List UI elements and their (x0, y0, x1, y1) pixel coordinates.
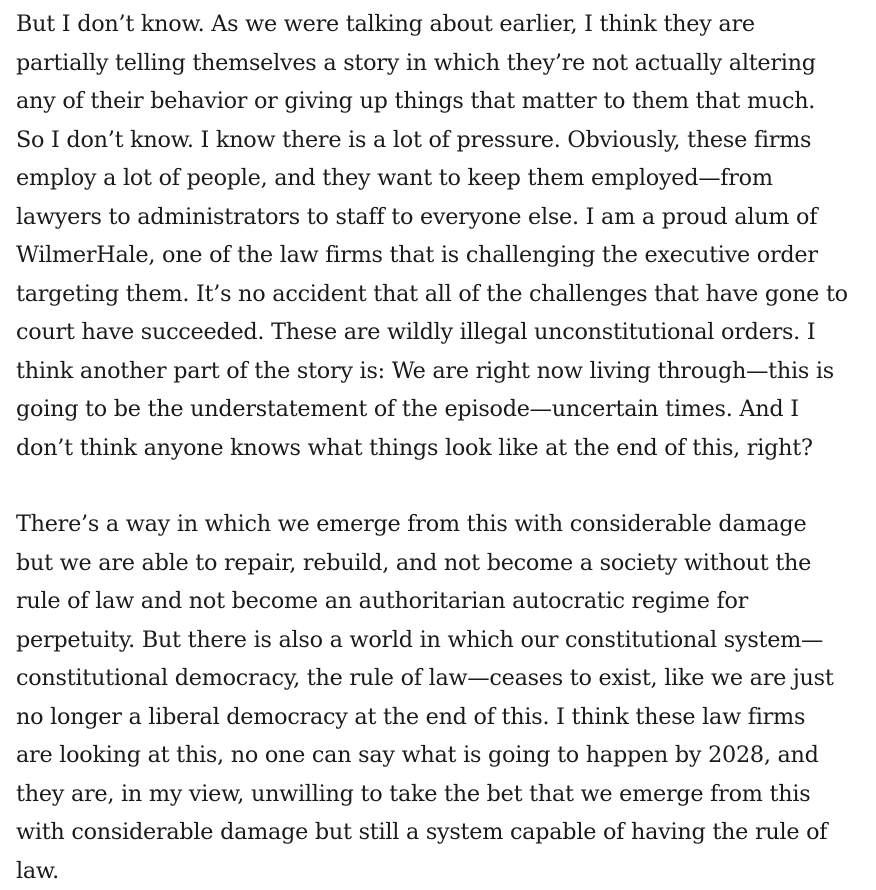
text-line: court have succeeded. These are wildly illegal unconstitutional orders. I (16, 313, 876, 352)
text-line: think another part of the story is: We are right now living through—this is (16, 352, 876, 391)
paragraph-1 (16, 5, 876, 467)
text-line: perpetuity. But there is also a world in which our constitutional system— (16, 621, 876, 660)
text-line: constitutional democracy, the rule of law—ceases to exist, like we are just (16, 659, 876, 698)
text-line: partially telling themselves a story in which they’re not actually altering (16, 44, 876, 83)
text-line: lawyers to administrators to staff to everyone else. I am a proud alum of (16, 198, 876, 237)
text-line: targeting them. It’s no accident that all of the challenges that have gone to (16, 275, 876, 314)
text-line: don’t think anyone knows what things look like at the end of this, right? (16, 429, 876, 468)
text-line: any of their behavior or giving up things that matter to them that much. (16, 82, 876, 121)
text-line: going to be the understatement of the episode—uncertain times. And I (16, 390, 876, 429)
text-line: There’s a way in which we emerge from this with considerable damage (16, 505, 876, 544)
text-line: with considerable damage but still a system capable of having the rule of (16, 813, 876, 852)
text-line: But I don’t know. As we were talking about earlier, I think they are (16, 5, 876, 44)
text-line: law. (16, 852, 876, 890)
text-line: rule of law and not become an authoritarian autocratic regime for (16, 582, 876, 621)
paragraph-2 (16, 505, 876, 890)
text-line: So I don’t know. I know there is a lot of pressure. Obviously, these firms (16, 121, 876, 160)
text-line: employ a lot of people, and they want to keep them employed—from (16, 159, 876, 198)
text-line: no longer a liberal democracy at the end of this. I think these law firms (16, 698, 876, 737)
text-line: WilmerHale, one of the law firms that is challenging the executive order (16, 236, 876, 275)
text-line: they are, in my view, unwilling to take the bet that we emerge from this (16, 775, 876, 814)
text-line: but we are able to repair, rebuild, and not become a society without the (16, 544, 876, 583)
text-line: are looking at this, no one can say what is going to happen by 2028, and (16, 736, 876, 775)
